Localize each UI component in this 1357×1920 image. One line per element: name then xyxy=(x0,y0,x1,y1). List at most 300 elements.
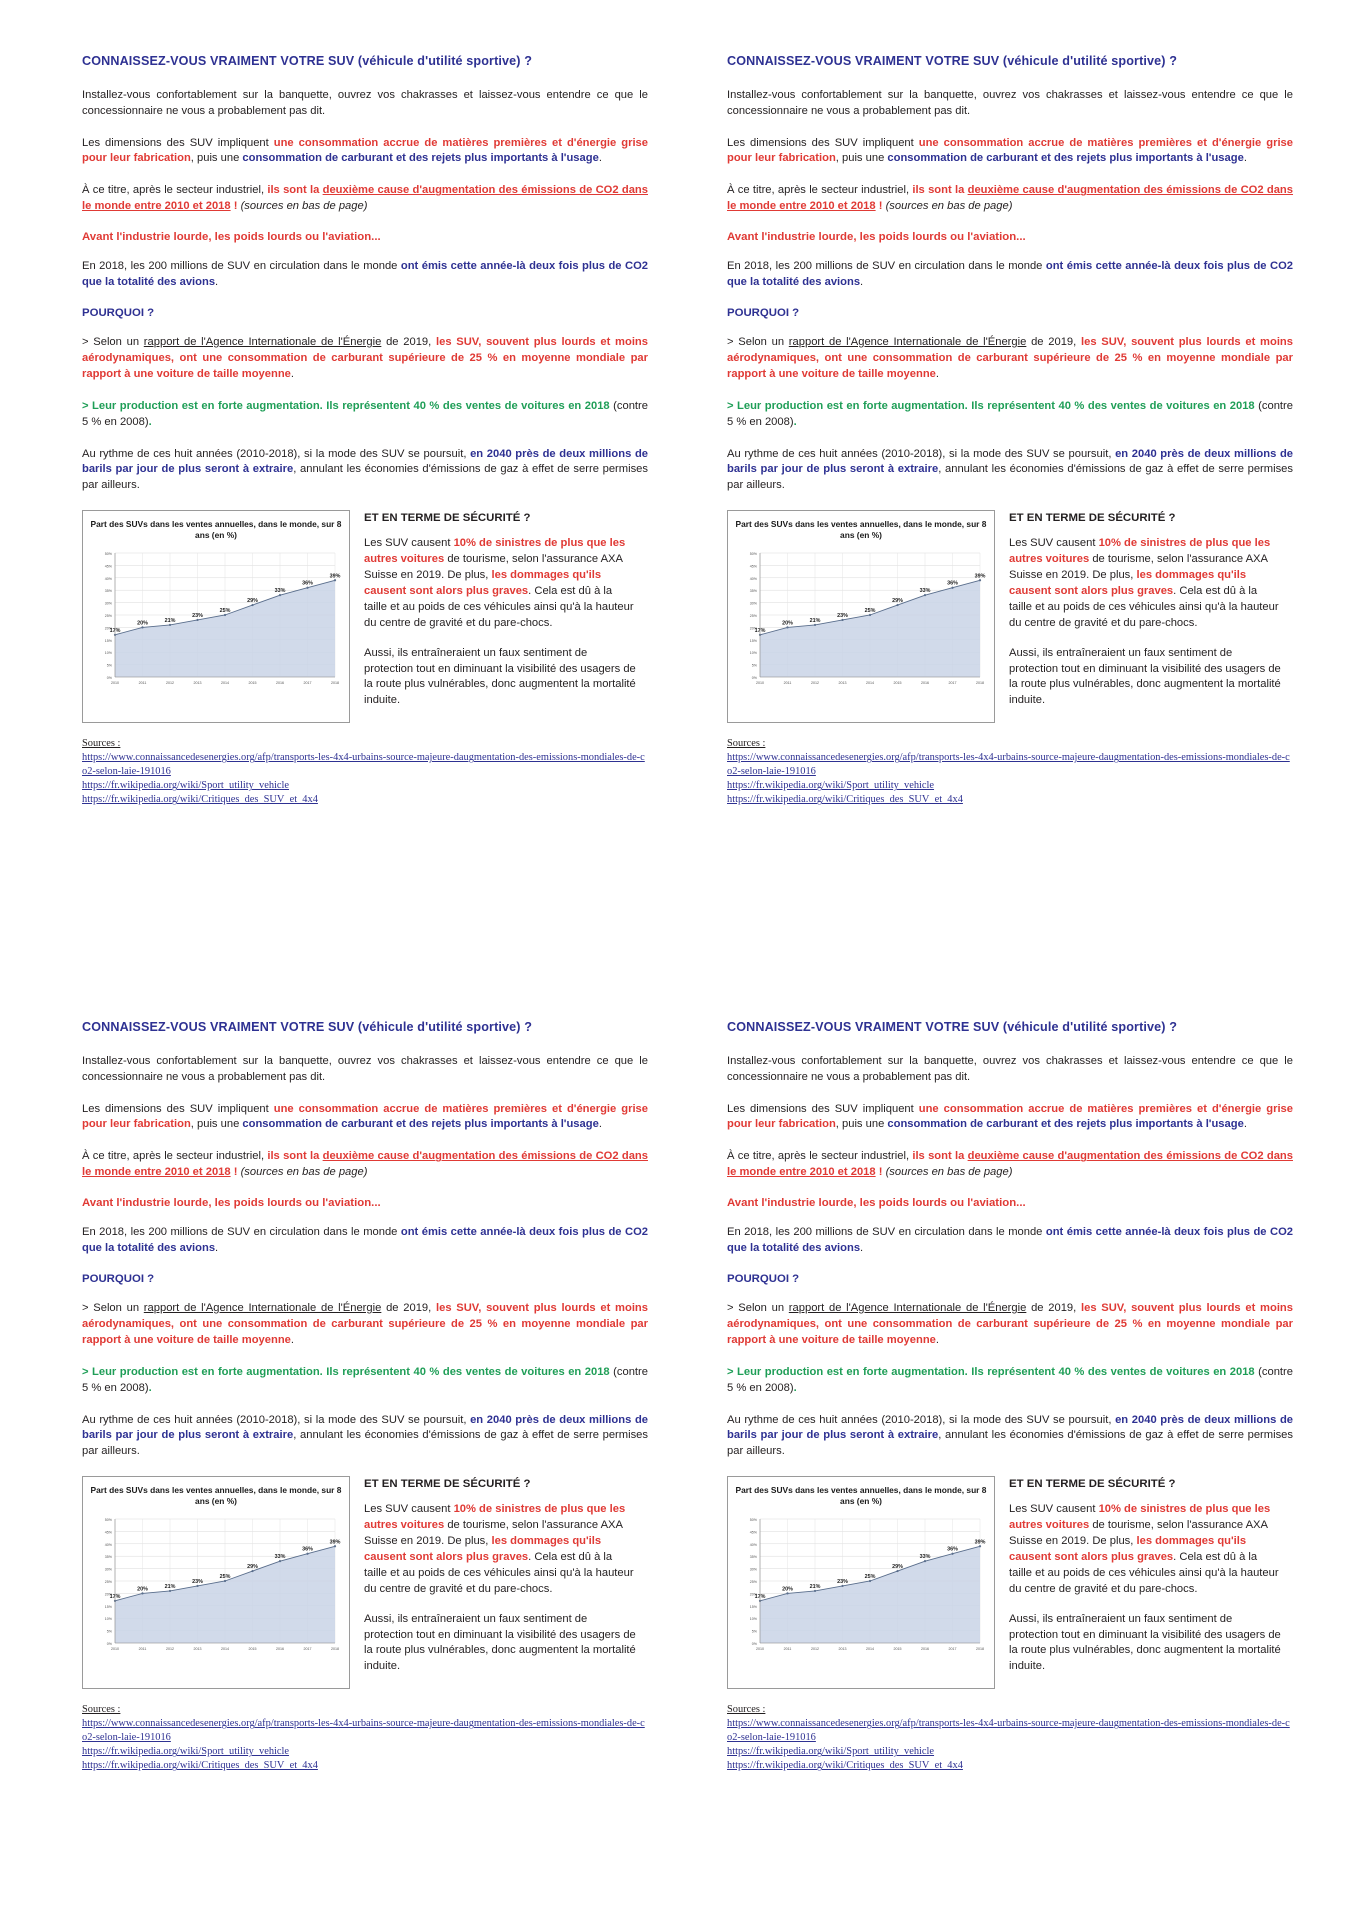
svg-text:2014: 2014 xyxy=(866,681,874,686)
iea-text-b: rapport de l'Agence Internationale de l'Énergie xyxy=(143,1301,382,1314)
sec1-b: 10% de sinistres de plus que les autres voitures xyxy=(364,1503,626,1532)
materials-text-e: . xyxy=(598,152,602,165)
barrels-paragraph xyxy=(82,1413,648,1461)
svg-text:2014: 2014 xyxy=(221,681,229,686)
iea-text-b: rapport de l'Agence Internationale de l'Énergie xyxy=(788,1301,1027,1314)
svg-text:5%: 5% xyxy=(751,663,757,668)
co2-text-c: deuxième cause d'augmentation des émissions de CO2 dans le monde entre 2010 et 2018 xyxy=(727,184,1293,213)
planes-text-a: En 2018, les 200 millions de SUV en circulation dans le monde xyxy=(82,1226,401,1239)
planes-text-c: . xyxy=(215,276,219,289)
iea-text-c: de 2019, xyxy=(1026,1301,1081,1314)
chart-title: Part des SUVs dans les ventes annuelles, dans le monde, sur 8 ans (en %) xyxy=(735,1485,987,1507)
svg-text:0%: 0% xyxy=(106,676,112,681)
source-link-3[interactable]: https://fr.wikipedia.org/wiki/Critiques_des_SUV_et_4x4 xyxy=(82,1760,318,1772)
source-link-1[interactable]: https://www.connaissancedesenergies.org/afp/transports-les-4x4-urbains-source-majeure-daugmentation-des-emissions-mondiales-de-co2-selon-laie-191016 xyxy=(727,752,1290,778)
security-block xyxy=(1009,1476,1281,1689)
svg-text:2012: 2012 xyxy=(166,1647,174,1652)
svg-text:39%: 39% xyxy=(329,1539,341,1546)
materials-text-d: consommation de carburant et des rejets plus importants à l'usage xyxy=(887,1118,1244,1131)
co2-text-b: ils sont la xyxy=(267,1150,323,1163)
security-heading: ET EN TERME DE SÉCURITÉ ? xyxy=(1009,512,1176,525)
page-title: CONNAISSEZ-VOUS VRAIMENT VOTRE SUV (véhicule d'utilité sportive) ? xyxy=(82,54,533,68)
svg-text:2010: 2010 xyxy=(111,681,119,686)
iea-text-d: les SUV, souvent plus lourds et moins aérodynamiques, ont une consommation de carburant supérieure de 25 % en moyenne mondiale par rapport à une voiture de taille moyenne xyxy=(727,335,1293,380)
svg-text:35%: 35% xyxy=(104,589,112,594)
security-heading: ET EN TERME DE SÉCURITÉ ? xyxy=(364,512,531,525)
materials-text-b: une consommation accrue de matières premières et d'énergie grise pour leur fabrication xyxy=(727,136,1293,165)
suv-share-chart xyxy=(82,1476,350,1689)
materials-text-b: une consommation accrue de matières premières et d'énergie grise pour leur fabrication xyxy=(82,136,648,165)
barrels-paragraph xyxy=(82,447,648,495)
heading-why: POURQUOI ? xyxy=(82,1272,155,1285)
co2-text-a: À ce titre, après le secteur industriel, xyxy=(82,184,268,197)
svg-text:25%: 25% xyxy=(219,1574,231,1581)
flyer-panel xyxy=(727,54,1293,808)
materials-text-c: , puis une xyxy=(835,152,888,165)
sec1-a: Les SUV causent xyxy=(364,537,454,550)
security-paragraph-1 xyxy=(1009,536,1281,631)
svg-text:30%: 30% xyxy=(104,1567,112,1572)
chart-title: Part des SUVs dans les ventes annuelles, dans le monde, sur 8 ans (en %) xyxy=(90,519,342,541)
source-link-1[interactable]: https://www.connaissancedesenergies.org/afp/transports-les-4x4-urbains-source-majeure-daugmentation-des-emissions-mondiales-de-co2-selon-laie-191016 xyxy=(82,1718,645,1744)
chart-title: Part des SUVs dans les ventes annuelles, dans le monde, sur 8 ans (en %) xyxy=(90,1485,342,1507)
page-title: CONNAISSEZ-VOUS VRAIMENT VOTRE SUV (véhicule d'utilité sportive) ? xyxy=(727,54,1178,68)
svg-text:2010: 2010 xyxy=(111,1647,119,1652)
svg-text:20%: 20% xyxy=(749,626,757,631)
co2-cause-paragraph xyxy=(82,183,648,215)
svg-text:2011: 2011 xyxy=(783,1647,792,1652)
svg-text:29%: 29% xyxy=(892,1564,903,1571)
svg-text:15%: 15% xyxy=(749,638,757,643)
svg-text:2010: 2010 xyxy=(756,681,764,686)
svg-text:21%: 21% xyxy=(164,1583,176,1590)
co2-text-b: ils sont la xyxy=(267,184,323,197)
svg-text:10%: 10% xyxy=(104,1617,112,1622)
svg-text:25%: 25% xyxy=(864,608,876,615)
production-paragraph xyxy=(82,399,648,431)
svg-text:29%: 29% xyxy=(247,598,258,605)
svg-text:2014: 2014 xyxy=(221,1647,229,1652)
svg-text:40%: 40% xyxy=(749,1542,757,1547)
chart-and-security xyxy=(727,1476,1293,1689)
chart-svg xyxy=(89,1511,343,1661)
svg-text:0%: 0% xyxy=(751,1642,757,1647)
barrels-text-c: , annulant les économies d'émissions de gaz à effet de serre permises par ailleurs. xyxy=(82,1429,648,1458)
planes-text-c: . xyxy=(215,1242,219,1255)
source-link-1[interactable]: https://www.connaissancedesenergies.org/afp/transports-les-4x4-urbains-source-majeure-daugmentation-des-emissions-mondiales-de-co2-selon-laie-191016 xyxy=(82,752,645,778)
materials-paragraph xyxy=(82,136,648,168)
svg-text:39%: 39% xyxy=(329,573,341,580)
svg-text:36%: 36% xyxy=(947,1546,958,1553)
svg-text:33%: 33% xyxy=(274,588,286,595)
svg-text:40%: 40% xyxy=(104,1542,112,1547)
svg-text:5%: 5% xyxy=(106,663,112,668)
svg-text:25%: 25% xyxy=(104,614,112,619)
materials-text-a: Les dimensions des SUV impliquent xyxy=(82,1102,274,1115)
chart-svg xyxy=(89,545,343,695)
svg-text:20%: 20% xyxy=(104,626,112,631)
security-block xyxy=(364,1476,636,1689)
iea-text-d: les SUV, souvent plus lourds et moins aérodynamiques, ont une consommation de carburant supérieure de 25 % en moyenne mondiale par rapport à une voiture de taille moyenne xyxy=(82,1301,648,1346)
planes-text-a: En 2018, les 200 millions de SUV en circulation dans le monde xyxy=(727,260,1046,273)
iea-paragraph xyxy=(82,1301,648,1349)
security-block xyxy=(364,510,636,723)
svg-text:23%: 23% xyxy=(192,1579,203,1586)
production-paragraph xyxy=(727,399,1293,431)
svg-text:29%: 29% xyxy=(892,598,903,605)
svg-text:30%: 30% xyxy=(749,1567,757,1572)
security-paragraph-1 xyxy=(364,536,636,631)
svg-text:2012: 2012 xyxy=(811,681,819,686)
svg-text:36%: 36% xyxy=(947,580,958,587)
svg-text:33%: 33% xyxy=(919,1554,931,1561)
materials-text-b: une consommation accrue de matières premières et d'énergie grise pour leur fabrication xyxy=(82,1102,648,1131)
planes-text-b: ont émis cette année-là deux fois plus de CO2 que la totalité des avions xyxy=(82,1226,648,1255)
svg-text:45%: 45% xyxy=(749,564,757,569)
sec1-e: . Cela est dû à la taille et au poids de ces véhicules ainsi qu'à la hauteur du centre de gravité et du pare-chocs. xyxy=(364,584,634,629)
co2-cause-paragraph xyxy=(82,1149,648,1181)
svg-text:2017: 2017 xyxy=(948,681,957,686)
iea-text-b: rapport de l'Agence Internationale de l'Énergie xyxy=(788,335,1027,348)
sec1-e: . Cela est dû à la taille et au poids de ces véhicules ainsi qu'à la hauteur du centre de gravité et du pare-chocs. xyxy=(1009,1550,1279,1595)
chart-and-security xyxy=(82,510,648,723)
materials-text-e: . xyxy=(598,1118,602,1131)
sec1-c: de tourisme, selon l'assurance AXA Suisse en 2019. De plus, xyxy=(364,553,623,582)
svg-text:2011: 2011 xyxy=(138,1647,147,1652)
svg-text:45%: 45% xyxy=(749,1530,757,1535)
heading-industry: Avant l'industrie lourde, les poids lourds ou l'aviation... xyxy=(727,231,1026,244)
iea-text-a: > Selon un xyxy=(727,1301,789,1314)
svg-text:17%: 17% xyxy=(109,627,121,634)
barrels-text-b: en 2040 près de deux millions de barils par jour de plus seront à extraire xyxy=(82,1413,649,1442)
co2-text-e: (sources en bas de page) xyxy=(237,1166,368,1179)
security-paragraph-2: Aussi, ils entraîneraient un faux sentiment de protection tout en diminuant la visibilité des usagers de la route plus vulnérables, donc augmentent la mortalité induite. xyxy=(364,646,636,707)
materials-text-c: , puis une xyxy=(190,1118,243,1131)
flyer-panel xyxy=(727,1020,1293,1774)
source-link-3[interactable]: https://fr.wikipedia.org/wiki/Critiques_des_SUV_et_4x4 xyxy=(727,794,963,806)
svg-text:20%: 20% xyxy=(104,1592,112,1597)
svg-text:25%: 25% xyxy=(219,608,231,615)
co2-text-e: (sources en bas de page) xyxy=(882,200,1013,213)
svg-text:20%: 20% xyxy=(137,1586,148,1593)
security-paragraph-1 xyxy=(1009,1502,1281,1597)
planes-text-b: ont émis cette année-là deux fois plus de CO2 que la totalité des avions xyxy=(727,260,1293,289)
sources-block xyxy=(82,1703,648,1773)
materials-text-d: consommation de carburant et des rejets plus importants à l'usage xyxy=(242,1118,599,1131)
barrels-text-c: , annulant les économies d'émissions de gaz à effet de serre permises par ailleurs. xyxy=(82,463,648,492)
svg-text:2010: 2010 xyxy=(756,1647,764,1652)
production-text-b: (contre 5 % en 2008) xyxy=(727,1365,1293,1394)
svg-text:21%: 21% xyxy=(809,1583,821,1590)
materials-text-b: une consommation accrue de matières premières et d'énergie grise pour leur fabrication xyxy=(727,1102,1293,1131)
iea-paragraph xyxy=(727,1301,1293,1349)
page-title: CONNAISSEZ-VOUS VRAIMENT VOTRE SUV (véhicule d'utilité sportive) ? xyxy=(727,1020,1178,1034)
chart-svg xyxy=(734,545,988,695)
iea-paragraph xyxy=(727,335,1293,383)
svg-text:17%: 17% xyxy=(109,1593,121,1600)
page-title: CONNAISSEZ-VOUS VRAIMENT VOTRE SUV (véhicule d'utilité sportive) ? xyxy=(82,1020,533,1034)
production-text-a: > Leur production est en forte augmentation. Ils représentent 40 % des ventes de voitures en 2018 xyxy=(727,399,1255,412)
barrels-text-b: en 2040 près de deux millions de barils par jour de plus seront à extraire xyxy=(727,447,1294,476)
production-text-b: (contre 5 % en 2008) xyxy=(82,1365,648,1394)
materials-text-a: Les dimensions des SUV impliquent xyxy=(82,136,274,149)
production-text-a: > Leur production est en forte augmentation. Ils représentent 40 % des ventes de voitures en 2018 xyxy=(82,1365,610,1378)
svg-text:45%: 45% xyxy=(104,564,112,569)
sources-block xyxy=(727,1703,1293,1773)
svg-text:40%: 40% xyxy=(749,576,757,581)
co2-text-d: ! xyxy=(875,1166,883,1179)
svg-text:15%: 15% xyxy=(749,1604,757,1609)
planes-text-c: . xyxy=(860,276,864,289)
sec1-b: 10% de sinistres de plus que les autres voitures xyxy=(364,537,626,566)
chart-title: Part des SUVs dans les ventes annuelles, dans le monde, sur 8 ans (en %) xyxy=(735,519,987,541)
svg-text:20%: 20% xyxy=(782,1586,793,1593)
chart-plot xyxy=(89,545,343,697)
svg-text:2015: 2015 xyxy=(248,681,257,686)
source-link-2[interactable]: https://fr.wikipedia.org/wiki/Sport_utility_vehicle xyxy=(82,780,290,792)
barrels-text-c: , annulant les économies d'émissions de gaz à effet de serre permises par ailleurs. xyxy=(727,1429,1293,1458)
sec1-e: . Cela est dû à la taille et au poids de ces véhicules ainsi qu'à la hauteur du centre de gravité et du pare-chocs. xyxy=(1009,584,1279,629)
svg-text:21%: 21% xyxy=(164,617,176,624)
iea-text-a: > Selon un xyxy=(727,335,789,348)
svg-text:2011: 2011 xyxy=(783,681,792,686)
materials-text-c: , puis une xyxy=(190,152,243,165)
svg-text:20%: 20% xyxy=(749,1592,757,1597)
source-link-2[interactable]: https://fr.wikipedia.org/wiki/Sport_utility_vehicle xyxy=(727,1746,935,1758)
materials-paragraph xyxy=(82,1102,648,1134)
intro-paragraph: Installez-vous confortablement sur la banquette, ouvrez vos chakrasses et laissez-vous entendre ce que le concessionnaire ne vous a probablement pas dit. xyxy=(727,1054,1293,1083)
svg-text:5%: 5% xyxy=(751,1629,757,1634)
svg-text:2015: 2015 xyxy=(893,681,902,686)
svg-text:2011: 2011 xyxy=(138,681,147,686)
svg-text:35%: 35% xyxy=(104,1555,112,1560)
planes-paragraph xyxy=(727,259,1293,291)
flyer-panel xyxy=(82,54,648,808)
svg-text:30%: 30% xyxy=(104,601,112,606)
svg-text:25%: 25% xyxy=(749,614,757,619)
svg-text:35%: 35% xyxy=(749,1555,757,1560)
co2-text-d: ! xyxy=(230,1166,238,1179)
heading-why: POURQUOI ? xyxy=(727,306,800,319)
svg-text:23%: 23% xyxy=(837,1579,848,1586)
svg-text:2014: 2014 xyxy=(866,1647,874,1652)
svg-text:36%: 36% xyxy=(302,580,313,587)
production-text-c: . xyxy=(148,415,152,428)
planes-paragraph xyxy=(727,1225,1293,1257)
materials-paragraph xyxy=(727,1102,1293,1134)
co2-text-b: ils sont la xyxy=(912,1150,968,1163)
iea-text-a: > Selon un xyxy=(82,335,144,348)
co2-text-e: (sources en bas de page) xyxy=(882,1166,1013,1179)
svg-text:15%: 15% xyxy=(104,638,112,643)
production-paragraph xyxy=(727,1365,1293,1397)
barrels-text-a: Au rythme de ces huit années (2010-2018), si la mode des SUV se poursuit, xyxy=(727,1413,1116,1426)
sec1-d: les dommages qu'ils causent sont alors plus graves xyxy=(1009,569,1247,597)
svg-text:25%: 25% xyxy=(864,1574,876,1581)
planes-paragraph xyxy=(82,259,648,291)
materials-paragraph xyxy=(727,136,1293,168)
source-link-2[interactable]: https://fr.wikipedia.org/wiki/Sport_utility_vehicle xyxy=(727,780,935,792)
barrels-text-c: , annulant les économies d'émissions de gaz à effet de serre permises par ailleurs. xyxy=(727,463,1293,492)
svg-text:2012: 2012 xyxy=(811,1647,819,1652)
materials-text-d: consommation de carburant et des rejets plus importants à l'usage xyxy=(242,152,599,165)
sec1-a: Les SUV causent xyxy=(1009,537,1099,550)
security-paragraph-2: Aussi, ils entraîneraient un faux sentiment de protection tout en diminuant la visibilité des usagers de la route plus vulnérables, donc augmentent la mortalité induite. xyxy=(364,1612,636,1673)
sec1-c: de tourisme, selon l'assurance AXA Suisse en 2019. De plus, xyxy=(364,1519,623,1548)
co2-text-e: (sources en bas de page) xyxy=(237,200,368,213)
planes-text-c: . xyxy=(860,1242,864,1255)
svg-text:5%: 5% xyxy=(106,1629,112,1634)
chart-and-security xyxy=(727,510,1293,723)
heading-why: POURQUOI ? xyxy=(727,1272,800,1285)
source-link-3[interactable]: https://fr.wikipedia.org/wiki/Critiques_des_SUV_et_4x4 xyxy=(82,794,318,806)
barrels-text-a: Au rythme de ces huit années (2010-2018), si la mode des SUV se poursuit, xyxy=(82,1413,471,1426)
flyer-panel xyxy=(82,1020,648,1774)
co2-text-c: deuxième cause d'augmentation des émissions de CO2 dans le monde entre 2010 et 2018 xyxy=(82,1150,648,1179)
planes-text-a: En 2018, les 200 millions de SUV en circulation dans le monde xyxy=(82,260,401,273)
svg-text:35%: 35% xyxy=(749,589,757,594)
svg-text:2013: 2013 xyxy=(838,1647,847,1652)
svg-text:0%: 0% xyxy=(751,676,757,681)
svg-text:2017: 2017 xyxy=(948,1647,957,1652)
svg-text:25%: 25% xyxy=(104,1580,112,1585)
planes-text-b: ont émis cette année-là deux fois plus de CO2 que la totalité des avions xyxy=(82,260,648,289)
barrels-text-a: Au rythme de ces huit années (2010-2018), si la mode des SUV se poursuit, xyxy=(727,447,1116,460)
iea-text-a: > Selon un xyxy=(82,1301,144,1314)
heading-why: POURQUOI ? xyxy=(82,306,155,319)
svg-text:36%: 36% xyxy=(302,1546,313,1553)
security-paragraph-1 xyxy=(364,1502,636,1597)
iea-text-c: de 2019, xyxy=(381,1301,436,1314)
sec1-a: Les SUV causent xyxy=(1009,1503,1099,1516)
co2-text-c: deuxième cause d'augmentation des émissions de CO2 dans le monde entre 2010 et 2018 xyxy=(82,184,648,213)
security-heading: ET EN TERME DE SÉCURITÉ ? xyxy=(364,1478,531,1491)
sources-label: Sources : xyxy=(727,1704,766,1716)
production-text-b: (contre 5 % en 2008) xyxy=(82,399,648,428)
materials-text-a: Les dimensions des SUV impliquent xyxy=(727,1102,919,1115)
chart-plot xyxy=(734,1511,988,1663)
svg-text:2013: 2013 xyxy=(193,1647,202,1652)
iea-text-e: . xyxy=(290,1333,294,1346)
sources-label: Sources : xyxy=(82,1704,121,1716)
sec1-d: les dommages qu'ils causent sont alors plus graves xyxy=(364,1535,602,1563)
svg-text:33%: 33% xyxy=(274,1554,286,1561)
materials-text-e: . xyxy=(1243,1118,1247,1131)
svg-text:2013: 2013 xyxy=(193,681,202,686)
svg-text:2017: 2017 xyxy=(303,1647,312,1652)
barrels-text-b: en 2040 près de deux millions de barils par jour de plus seront à extraire xyxy=(82,447,649,476)
svg-text:17%: 17% xyxy=(754,627,766,634)
chart-plot xyxy=(734,545,988,697)
iea-text-e: . xyxy=(290,367,294,380)
sources-label: Sources : xyxy=(82,738,121,750)
svg-text:15%: 15% xyxy=(104,1604,112,1609)
chart-and-security xyxy=(82,1476,648,1689)
barrels-paragraph xyxy=(727,1413,1293,1461)
svg-text:50%: 50% xyxy=(104,1518,112,1523)
production-text-a: > Leur production est en forte augmentation. Ils représentent 40 % des ventes de voitures en 2018 xyxy=(727,1365,1255,1378)
source-link-2[interactable]: https://fr.wikipedia.org/wiki/Sport_utility_vehicle xyxy=(82,1746,290,1758)
svg-text:25%: 25% xyxy=(749,1580,757,1585)
iea-text-b: rapport de l'Agence Internationale de l'Énergie xyxy=(143,335,382,348)
heading-industry: Avant l'industrie lourde, les poids lourds ou l'aviation... xyxy=(82,231,381,244)
sec1-d: les dommages qu'ils causent sont alors plus graves xyxy=(1009,1535,1247,1563)
intro-paragraph: Installez-vous confortablement sur la banquette, ouvrez vos chakrasses et laissez-vous entendre ce que le concessionnaire ne vous a probablement pas dit. xyxy=(727,88,1293,117)
production-text-c: . xyxy=(793,1381,797,1394)
co2-text-a: À ce titre, après le secteur industriel, xyxy=(727,184,913,197)
production-text-c: . xyxy=(793,415,797,428)
source-link-3[interactable]: https://fr.wikipedia.org/wiki/Critiques_des_SUV_et_4x4 xyxy=(727,1760,963,1772)
chart-plot xyxy=(89,1511,343,1663)
svg-text:30%: 30% xyxy=(749,601,757,606)
svg-text:2016: 2016 xyxy=(921,1647,929,1652)
svg-text:20%: 20% xyxy=(782,620,793,627)
sec1-c: de tourisme, selon l'assurance AXA Suisse en 2019. De plus, xyxy=(1009,553,1268,582)
sec1-a: Les SUV causent xyxy=(364,1503,454,1516)
planes-paragraph xyxy=(82,1225,648,1257)
svg-text:2016: 2016 xyxy=(276,1647,284,1652)
production-text-a: > Leur production est en forte augmentation. Ils représentent 40 % des ventes de voitures en 2018 xyxy=(82,399,610,412)
sources-block xyxy=(82,737,648,807)
co2-text-d: ! xyxy=(230,200,238,213)
svg-text:0%: 0% xyxy=(106,1642,112,1647)
svg-text:2012: 2012 xyxy=(166,681,174,686)
svg-text:2018: 2018 xyxy=(976,681,984,686)
svg-text:2016: 2016 xyxy=(276,681,284,686)
svg-text:39%: 39% xyxy=(974,1539,986,1546)
sec1-e: . Cela est dû à la taille et au poids de ces véhicules ainsi qu'à la hauteur du centre de gravité et du pare-chocs. xyxy=(364,1550,634,1595)
materials-text-e: . xyxy=(1243,152,1247,165)
svg-text:2016: 2016 xyxy=(921,681,929,686)
heading-industry: Avant l'industrie lourde, les poids lourds ou l'aviation... xyxy=(82,1197,381,1210)
materials-text-c: , puis une xyxy=(835,1118,888,1131)
co2-text-a: À ce titre, après le secteur industriel, xyxy=(727,1150,913,1163)
svg-text:10%: 10% xyxy=(749,651,757,656)
svg-text:2013: 2013 xyxy=(838,681,847,686)
svg-text:50%: 50% xyxy=(749,552,757,557)
suv-share-chart xyxy=(82,510,350,723)
security-heading: ET EN TERME DE SÉCURITÉ ? xyxy=(1009,1478,1176,1491)
sources-label: Sources : xyxy=(727,738,766,750)
svg-text:23%: 23% xyxy=(837,613,848,620)
source-link-1[interactable]: https://www.connaissancedesenergies.org/afp/transports-les-4x4-urbains-source-majeure-daugmentation-des-emissions-mondiales-de-co2-selon-laie-191016 xyxy=(727,1718,1290,1744)
production-paragraph xyxy=(82,1365,648,1397)
iea-paragraph xyxy=(82,335,648,383)
co2-cause-paragraph xyxy=(727,183,1293,215)
heading-industry: Avant l'industrie lourde, les poids lourds ou l'aviation... xyxy=(727,1197,1026,1210)
svg-text:2015: 2015 xyxy=(248,1647,257,1652)
sec1-d: les dommages qu'ils causent sont alors plus graves xyxy=(364,569,602,597)
svg-text:39%: 39% xyxy=(974,573,986,580)
iea-text-c: de 2019, xyxy=(1026,335,1081,348)
materials-text-d: consommation de carburant et des rejets plus importants à l'usage xyxy=(887,152,1244,165)
svg-text:20%: 20% xyxy=(137,620,148,627)
svg-text:2018: 2018 xyxy=(331,681,339,686)
barrels-text-a: Au rythme de ces huit années (2010-2018), si la mode des SUV se poursuit, xyxy=(82,447,471,460)
sec1-b: 10% de sinistres de plus que les autres voitures xyxy=(1009,1503,1271,1532)
svg-text:2018: 2018 xyxy=(331,1647,339,1652)
iea-text-d: les SUV, souvent plus lourds et moins aérodynamiques, ont une consommation de carburant supérieure de 25 % en moyenne mondiale par rapport à une voiture de taille moyenne xyxy=(727,1301,1293,1346)
svg-text:2017: 2017 xyxy=(303,681,312,686)
security-block xyxy=(1009,510,1281,723)
security-paragraph-2: Aussi, ils entraîneraient un faux sentiment de protection tout en diminuant la visibilité des usagers de la route plus vulnérables, donc augmentent la mortalité induite. xyxy=(1009,646,1281,707)
svg-text:10%: 10% xyxy=(749,1617,757,1622)
iea-text-d: les SUV, souvent plus lourds et moins aérodynamiques, ont une consommation de carburant supérieure de 25 % en moyenne mondiale par rapport à une voiture de taille moyenne xyxy=(82,335,648,380)
planes-text-b: ont émis cette année-là deux fois plus de CO2 que la totalité des avions xyxy=(727,1226,1293,1255)
svg-text:23%: 23% xyxy=(192,613,203,620)
barrels-text-b: en 2040 près de deux millions de barils par jour de plus seront à extraire xyxy=(727,1413,1294,1442)
svg-text:29%: 29% xyxy=(247,1564,258,1571)
